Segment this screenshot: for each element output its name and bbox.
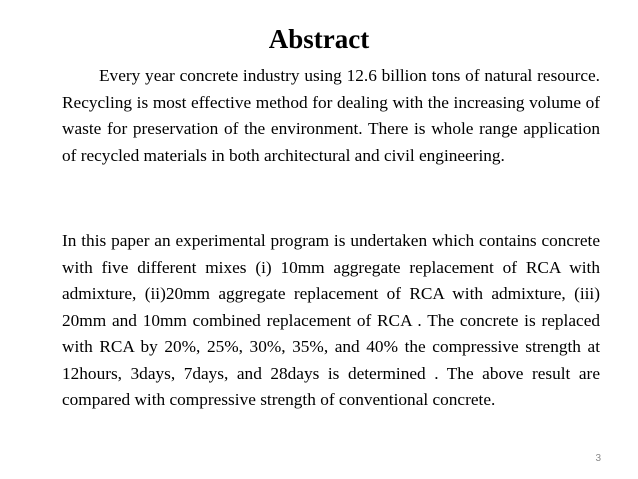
abstract-paragraph-1: Every year concrete industry using 12.6 billion tons of natural resource. Recycling is most effective method for dealing with the increasing volume of waste for preservation of the environment. There is whole range application of recycled materials in both architectural and civil engineering. (62, 66, 600, 165)
slide-title: Abstract (268, 24, 370, 54)
abstract-paragraph-2: In this paper an experimental program is undertaken which contains concrete with five different mixes (i) 10mm aggregate replacement of RCA with admixture, (ii)20mm aggregate replacement of RCA with admixture, (iii) 20mm and 10mm combined replacement of RCA . The concrete is replaced with RCA by 20%, 25%, 30%, 35%, and 40% the compressive strength at 12hours, 3days, 7days, and 28days is determined . The above result are compared with compressive strength of conventional concrete. (62, 231, 600, 409)
page-number: 3 (595, 453, 601, 464)
